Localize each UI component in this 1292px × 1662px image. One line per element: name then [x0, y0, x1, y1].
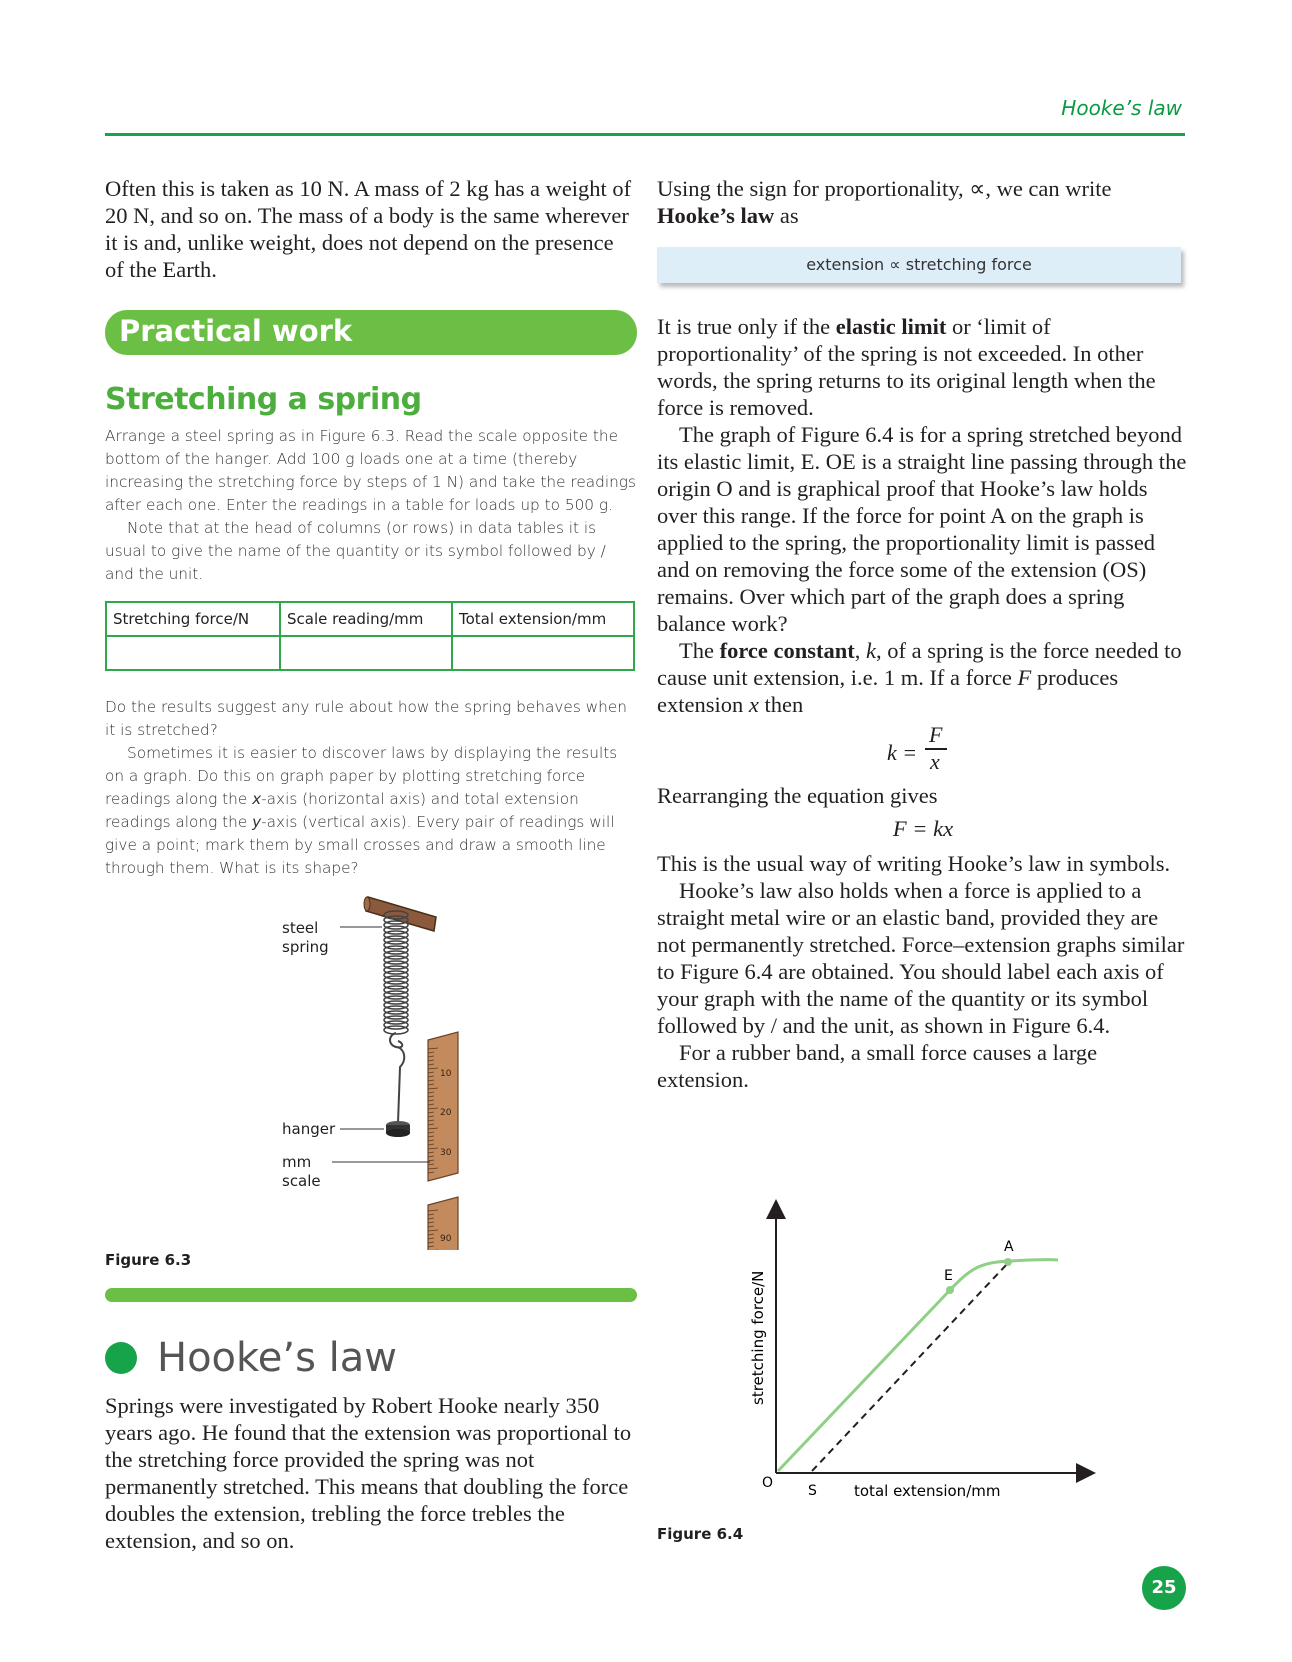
practical-paragraph-1: Arrange a steel spring as in Figure 6.3. Read the scale opposite the bottom of the hanger. Add 100 g loads one at a time (thereby increasing the stretching force by steps of 1 N) and take the readings after each one. Enter the readings in a table for loads up to 500 g. — [105, 427, 636, 514]
page-number-badge: 25 — [1142, 1566, 1186, 1610]
label-s: S — [808, 1483, 817, 1499]
point-a — [1004, 1258, 1012, 1266]
practical-work-banner — [105, 310, 637, 355]
table-cell — [106, 636, 280, 670]
practical-paragraph-2: Note that at the head of columns (or rows) in data tables it is usual to give the name of the quantity or its symbol followed by / and the unit. — [105, 519, 606, 583]
label-hanger: hanger — [282, 1120, 336, 1138]
hookes-law-heading — [105, 1335, 397, 1381]
point-e — [946, 1286, 954, 1294]
mm-scale — [428, 1032, 458, 1250]
right-column — [657, 175, 1189, 229]
practical-paragraph-3: Do the results suggest any rule about how the spring behaves when it is stretched? — [105, 698, 627, 739]
practical-heading: Stretching a spring — [105, 382, 422, 417]
table-row — [106, 636, 634, 670]
section-title: Hooke’s law — [1061, 96, 1182, 120]
hanger — [386, 1121, 410, 1137]
right-paragraph-7: Hooke’s law also holds when a force is applied to a straight metal wire or an elastic band, provided they are not permanently stretched. Force–extension graphs similar to Figure 6.4 are obtained. You should label each axis of your graph with the name of the quantity or its symbol followed by / and the unit, as shown in Figure 6.4. — [657, 878, 1185, 1038]
section-divider-bar — [105, 1288, 637, 1302]
right-paragraph-3: The graph of Figure 6.4 is for a spring stretched beyond its elastic limit, E. OE is a straight line passing through the origin O and is graphical proof that Hooke’s law holds over this range. If the force for point A on the graph is applied to the spring, the proportionality limit is passed and on removing the force some of the extension (OS) remains. Over which part of the graph does a spring balance work? — [657, 422, 1187, 636]
table-header-cell: Scale reading/mm — [280, 602, 452, 636]
label-steel: steel — [282, 919, 319, 937]
spring-coil — [384, 1026, 408, 1034]
hookes-law-title: Hooke’s law — [157, 1335, 397, 1381]
right-paragraph-2: It is true only if the elastic limit or ‘limit of proportionality’ of the spring is not exceeded. In other words, the spring returns to its original length when the force is removed. — [657, 314, 1156, 420]
hookes-law-paragraph: Springs were investigated by Robert Hooke nearly 350 years ago. He found that the extension was proportional to the stretching force provided the spring was not permanently stretched. This means that doubling the force doubles the extension, trebling the force trebles the extension, and so on. — [105, 1393, 632, 1553]
bullet-dot-icon — [105, 1342, 137, 1374]
hook — [390, 1033, 402, 1047]
right-paragraph-1: Using the sign for proportionality, ∝, we can write Hooke’s law as — [657, 176, 1112, 228]
label-origin-o: O — [762, 1475, 774, 1491]
practical-banner-title: Practical work — [119, 314, 353, 348]
y-axis-label: stretching force/N — [749, 1270, 767, 1405]
right-paragraph-4: The force constant, k, of a spring is the force needed to cause unit extension, i.e. 1 m. If a force F produces extension x then — [657, 638, 1182, 717]
equation-k-numerator: F — [929, 722, 943, 747]
figure-6-3-spring-diagram — [270, 885, 530, 1250]
figure-6-4-force-extension-graph — [720, 1195, 1110, 1525]
practical-paragraph-4: Sometimes it is easier to discover laws by displaying the results on a graph. Do this on graph paper by plotting stretching force readings along the x-axis (horizontal axis) and total extension readings along the y-axis (vertical axis). Every pair of readings will give a point; mark them by small crosses and draw a smooth line through them. What is its shape? — [105, 744, 618, 877]
figure-6-3-caption: Figure 6.3 — [105, 1251, 192, 1269]
table-cell — [452, 636, 634, 670]
steel-spring — [384, 911, 408, 1034]
equation-k — [657, 718, 1189, 778]
figure-6-4-caption: Figure 6.4 — [657, 1525, 744, 1543]
scale-tick-30: 30 — [440, 1148, 452, 1158]
equation-k-lhs: k = — [887, 740, 918, 765]
right-paragraph-5: Rearranging the equation gives — [657, 783, 938, 808]
scale-tick-90: 90 — [440, 1234, 452, 1244]
intro-paragraph: Often this is taken as 10 N. A mass of 2 kg has a weight of 20 N, and so on. The mass of a body is the same wherever it is and, unlike weight, does not depend on the presence of the Earth. — [105, 176, 632, 282]
hookes-law-formula-box: extension ∝ stretching force — [657, 247, 1181, 283]
unloading-dashed-line — [812, 1263, 1008, 1471]
practical-text-block-2 — [105, 696, 637, 880]
right-paragraph-6: This is the usual way of writing Hooke’s law in symbols. — [657, 851, 1171, 876]
practical-text-block — [105, 425, 637, 586]
equation-k-denominator: x — [930, 749, 940, 774]
label-a: A — [1004, 1239, 1014, 1255]
equation-f-kx: F = kx — [892, 816, 954, 841]
readings-table — [105, 601, 635, 671]
label-mm: mm — [282, 1153, 312, 1171]
x-axis-label: total extension/mm — [854, 1482, 1001, 1500]
table-header-row — [106, 602, 634, 636]
table-cell — [280, 636, 452, 670]
table-header-cell: Stretching force/N — [106, 602, 280, 636]
scale-tick-10: 10 — [440, 1069, 452, 1079]
right-paragraph-8: For a rubber band, a small force causes a large extension. — [657, 1040, 1098, 1092]
right-text-block — [657, 313, 1189, 1093]
header-rule — [105, 133, 1185, 136]
left-column — [105, 175, 637, 283]
table-header-cell: Total extension/mm — [452, 602, 634, 636]
force-extension-curve — [778, 1260, 1058, 1471]
hookes-law-text-block — [105, 1392, 637, 1554]
label-scale: scale — [282, 1172, 321, 1190]
label-e: E — [944, 1268, 953, 1284]
hanger-wire — [398, 1047, 404, 1123]
label-spring: spring — [282, 938, 329, 956]
scale-tick-20: 20 — [440, 1108, 452, 1118]
